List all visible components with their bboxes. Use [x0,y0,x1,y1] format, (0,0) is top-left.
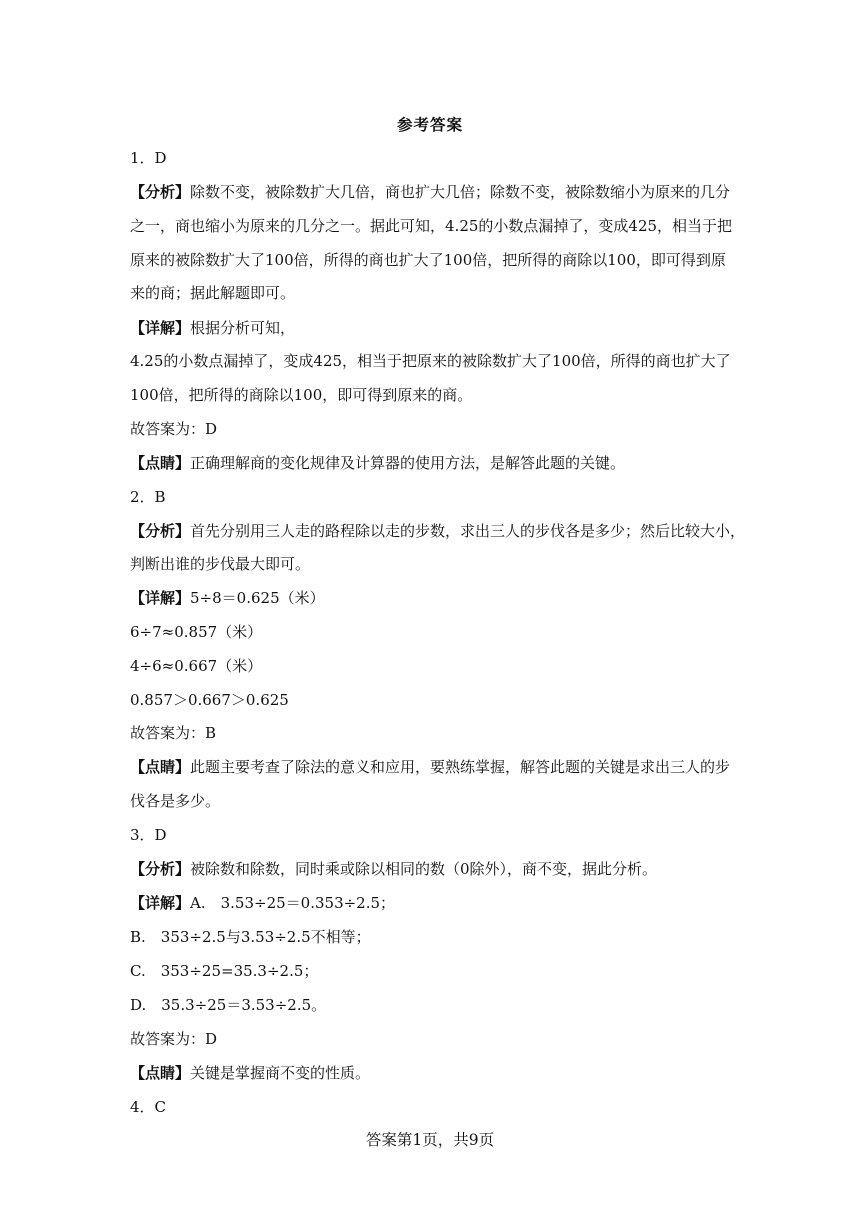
line-text: 5÷8＝0.625（米） [190,589,325,607]
answer-line [130,1029,730,1049]
page-footer: 答案第1页，共9页 [365,1131,495,1149]
page-title: 参考答案 [396,115,463,134]
answer-line [130,588,730,608]
line-text: A. 3.53÷25＝0.353÷2.5； [190,894,396,912]
answer-line [130,487,730,507]
answer-line [130,554,730,574]
answer-line [130,1097,730,1117]
answer-line [130,723,730,743]
line-text: 4.25的小数点漏掉了，变成425，相当于把原来的被除数扩大了100倍，所得的商也扩大了 [130,352,731,370]
answer-line [130,148,730,168]
answer-line [130,351,730,371]
line-text: 故答案为：D [130,420,218,438]
answer-line [130,656,730,676]
answer-line [130,318,730,338]
section-tag: 【点睛】 [130,758,191,776]
line-text: 根据分析可知， [190,319,296,337]
line-text: 6÷7≈0.857（米） [130,623,263,641]
section-tag: 【点睛】 [130,454,191,472]
answer-line [130,419,730,439]
line-text: 100倍，把所得的商除以100，即可得到原来的商。 [130,386,473,404]
answer-line [130,622,730,642]
answer-line [130,791,730,811]
line-text: B. 353÷2.5与3.53÷2.5不相等； [130,928,371,946]
answer-line [130,385,730,405]
section-tag: 【分析】 [130,860,191,878]
answer-line [130,927,730,947]
answer-line [130,182,730,202]
section-tag: 【详解】 [130,319,191,337]
answer-line [130,521,746,541]
line-text: 4．C [130,1098,167,1116]
answer-line [130,859,730,879]
line-text: 被除数和除数，同时乘或除以相同的数（0除外），商不变，据此分析。 [190,860,658,878]
answer-line [130,216,733,236]
line-text: 1．D [130,149,167,167]
answer-line [130,690,730,710]
line-text: 此题主要考查了除法的意义和应用，要熟练掌握，解答此题的关键是求出三人的步 [190,758,731,776]
section-tag: 【分析】 [130,183,191,201]
line-text: 2．B [130,488,166,506]
section-tag: 【详解】 [130,589,191,607]
answer-line [130,453,730,473]
line-text: 判断出谁的步伐最大即可。 [130,555,311,573]
line-text: 原来的被除数扩大了100倍，所得的商也扩大了100倍，把所得的商除以100，即可得到原 [130,251,726,269]
section-tag: 【详解】 [130,894,191,912]
line-text: 故答案为：D [130,1030,218,1048]
answer-line [130,1063,730,1083]
line-text: 4÷6≈0.667（米） [130,657,263,675]
line-text: 故答案为：B [130,724,217,742]
line-text: 3．D [130,826,167,844]
line-text: 首先分别用三人走的路程除以走的步数，求出三人的步伐各是多少；然后比较大小， [190,522,746,540]
answer-line [130,757,730,777]
line-text: 伐各是多少。 [130,792,221,810]
line-text: 正确理解商的变化规律及计算器的使用方法，是解答此题的关键。 [190,454,626,472]
line-text: 0.857＞0.667＞0.625 [130,691,289,709]
line-text: 来的商；据此解题即可。 [130,284,296,302]
line-text: 关键是掌握商不变的性质。 [190,1064,371,1082]
section-tag: 【分析】 [130,522,191,540]
line-text: 除数不变，被除数扩大几倍，商也扩大几倍；除数不变，被除数缩小为原来的几分 [190,183,731,201]
answer-line [130,893,730,913]
line-text: C. 353÷25=35.3÷2.5； [130,962,319,980]
section-tag: 【点睛】 [130,1064,191,1082]
answer-line [130,995,730,1015]
answer-line [130,961,730,981]
answer-line [130,250,730,270]
answer-line [130,283,730,303]
line-text: D. 35.3÷25＝3.53÷2.5。 [130,996,327,1014]
line-text: 之一，商也缩小为原来的几分之一。据此可知，4.25的小数点漏掉了，变成425，相当于把 [130,217,733,235]
answer-line [130,825,730,845]
